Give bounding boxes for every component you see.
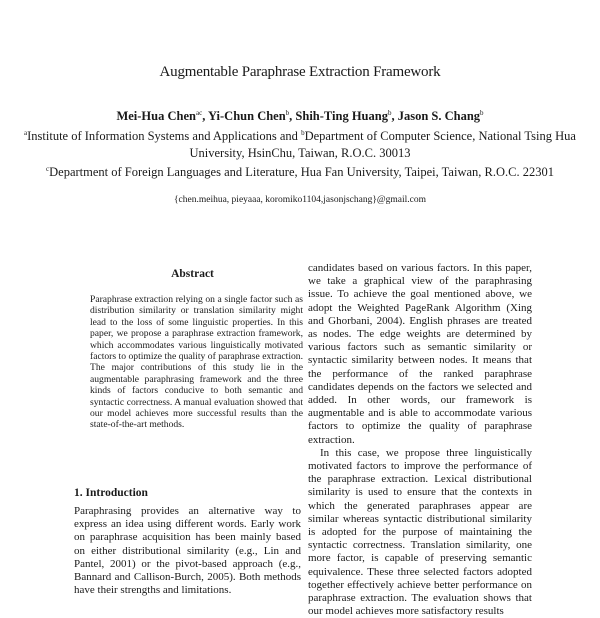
paragraph: candidates based on various factors. In this paper, we take a graphical view of the paraphrasing issue. To achieve the goal mentioned above, we adopt the Weighted PageRank Algorithm (Xing and Ghorbani, 2004). English phrases are treated as nodes. The edge weights are determined by various factors such as semantic similarity or syntactic similarity between nodes. It means that the performance of the ranked paraphrase candidates depends on the factors we selected and added. In other words, our framework is augmentable and is able to accommodate various factors to optimize the quality of paraphrase extraction. [308, 262, 532, 446]
abstract-body: Paraphrase extraction relying on a single factor such as distribution similarity or translation similarity might lead to the loss of some linguistic properties. In this paper, we propose a paraphrase extraction framework, which accommodates various linguistically motivated factors to optimize the quality of paraphrase extraction. The major contributions of this study lie in the augmentable paraphrasing framework and the three kinds of factors conducive to both semantic and syntactic correctness. A manual evaluation showed that our model achieves more successful results than the state-of-the-art methods. [90, 294, 303, 431]
affiliation-text: Department of Foreign Languages and Literature, Hua Fan University, Taipei, Taiwan, R.O.C. 22301 [49, 165, 554, 180]
introduction-body: Paraphrasing provides an alternative way to express an idea using different words. Early work on paraphrase acquisition has been mainly based on either distributional similarity (e.g., Lin and Pantel, 2001) or the pivot-based approach (e.g., Bannard and Callison-Burch, 2005). Both methods have their strengths and limitations. [74, 505, 301, 597]
paragraph: In this case, we propose three linguistically motivated factors to improve the performance of the paraphrase extraction. Lexical distributional similarity is used to ensure that the contexts in which the generated paraphrases appear are similar whereas syntactic distributional similarity is adopted for the purpose of maintaining the syntactic correctness. Translation similarity, one more factor, is capable of preserving semantic equivalence. These three selected factors adopted together effectively achieve better performance on paraphrase extraction. The evaluation shows that our model achieves more satisfactory results [308, 446, 532, 618]
author-affiliation-mark: b [480, 109, 484, 117]
introduction-heading: 1. Introduction [74, 487, 148, 499]
right-column-text [308, 262, 532, 618]
author-list: Mei-Hua Chen$^{ac}$, Yi-Chun Chen$^b$, Shih-Ting Huang$^b$, Jason S. Chang$^b$ [116, 109, 484, 124]
author-name: Yi-Chun Chen [207, 109, 286, 124]
author-emails: {chen.meihua, pieyaaa, koromiko1104,jasonjschang}@gmail.com [173, 195, 427, 205]
author-affiliation-mark: b [285, 109, 290, 117]
author-affiliation-mark: ac [195, 109, 203, 117]
affiliation-mark: c [46, 165, 50, 173]
author-name: Mei-Hua Chen [116, 109, 196, 124]
author-name: Jason S. Chang [397, 109, 481, 124]
affiliation-nthu [0, 125, 600, 162]
affiliation-text: Institute of Information Systems and Applications and [27, 129, 302, 144]
affiliation-mark: a [24, 129, 28, 137]
abstract-heading: Abstract [171, 268, 214, 280]
author-affiliation-mark: b [387, 109, 392, 117]
affiliation-mark: b [301, 129, 305, 137]
affiliation-hfu [0, 161, 600, 181]
affiliation-text: Department of Computer Science, National Tsing Hua University, HsinChu, Taiwan, R.O.C. 30013 [189, 129, 576, 161]
author-name: Shih-Ting Huang [295, 109, 388, 124]
paper-title: Augmentable Paraphrase Extraction Framework [159, 64, 441, 80]
